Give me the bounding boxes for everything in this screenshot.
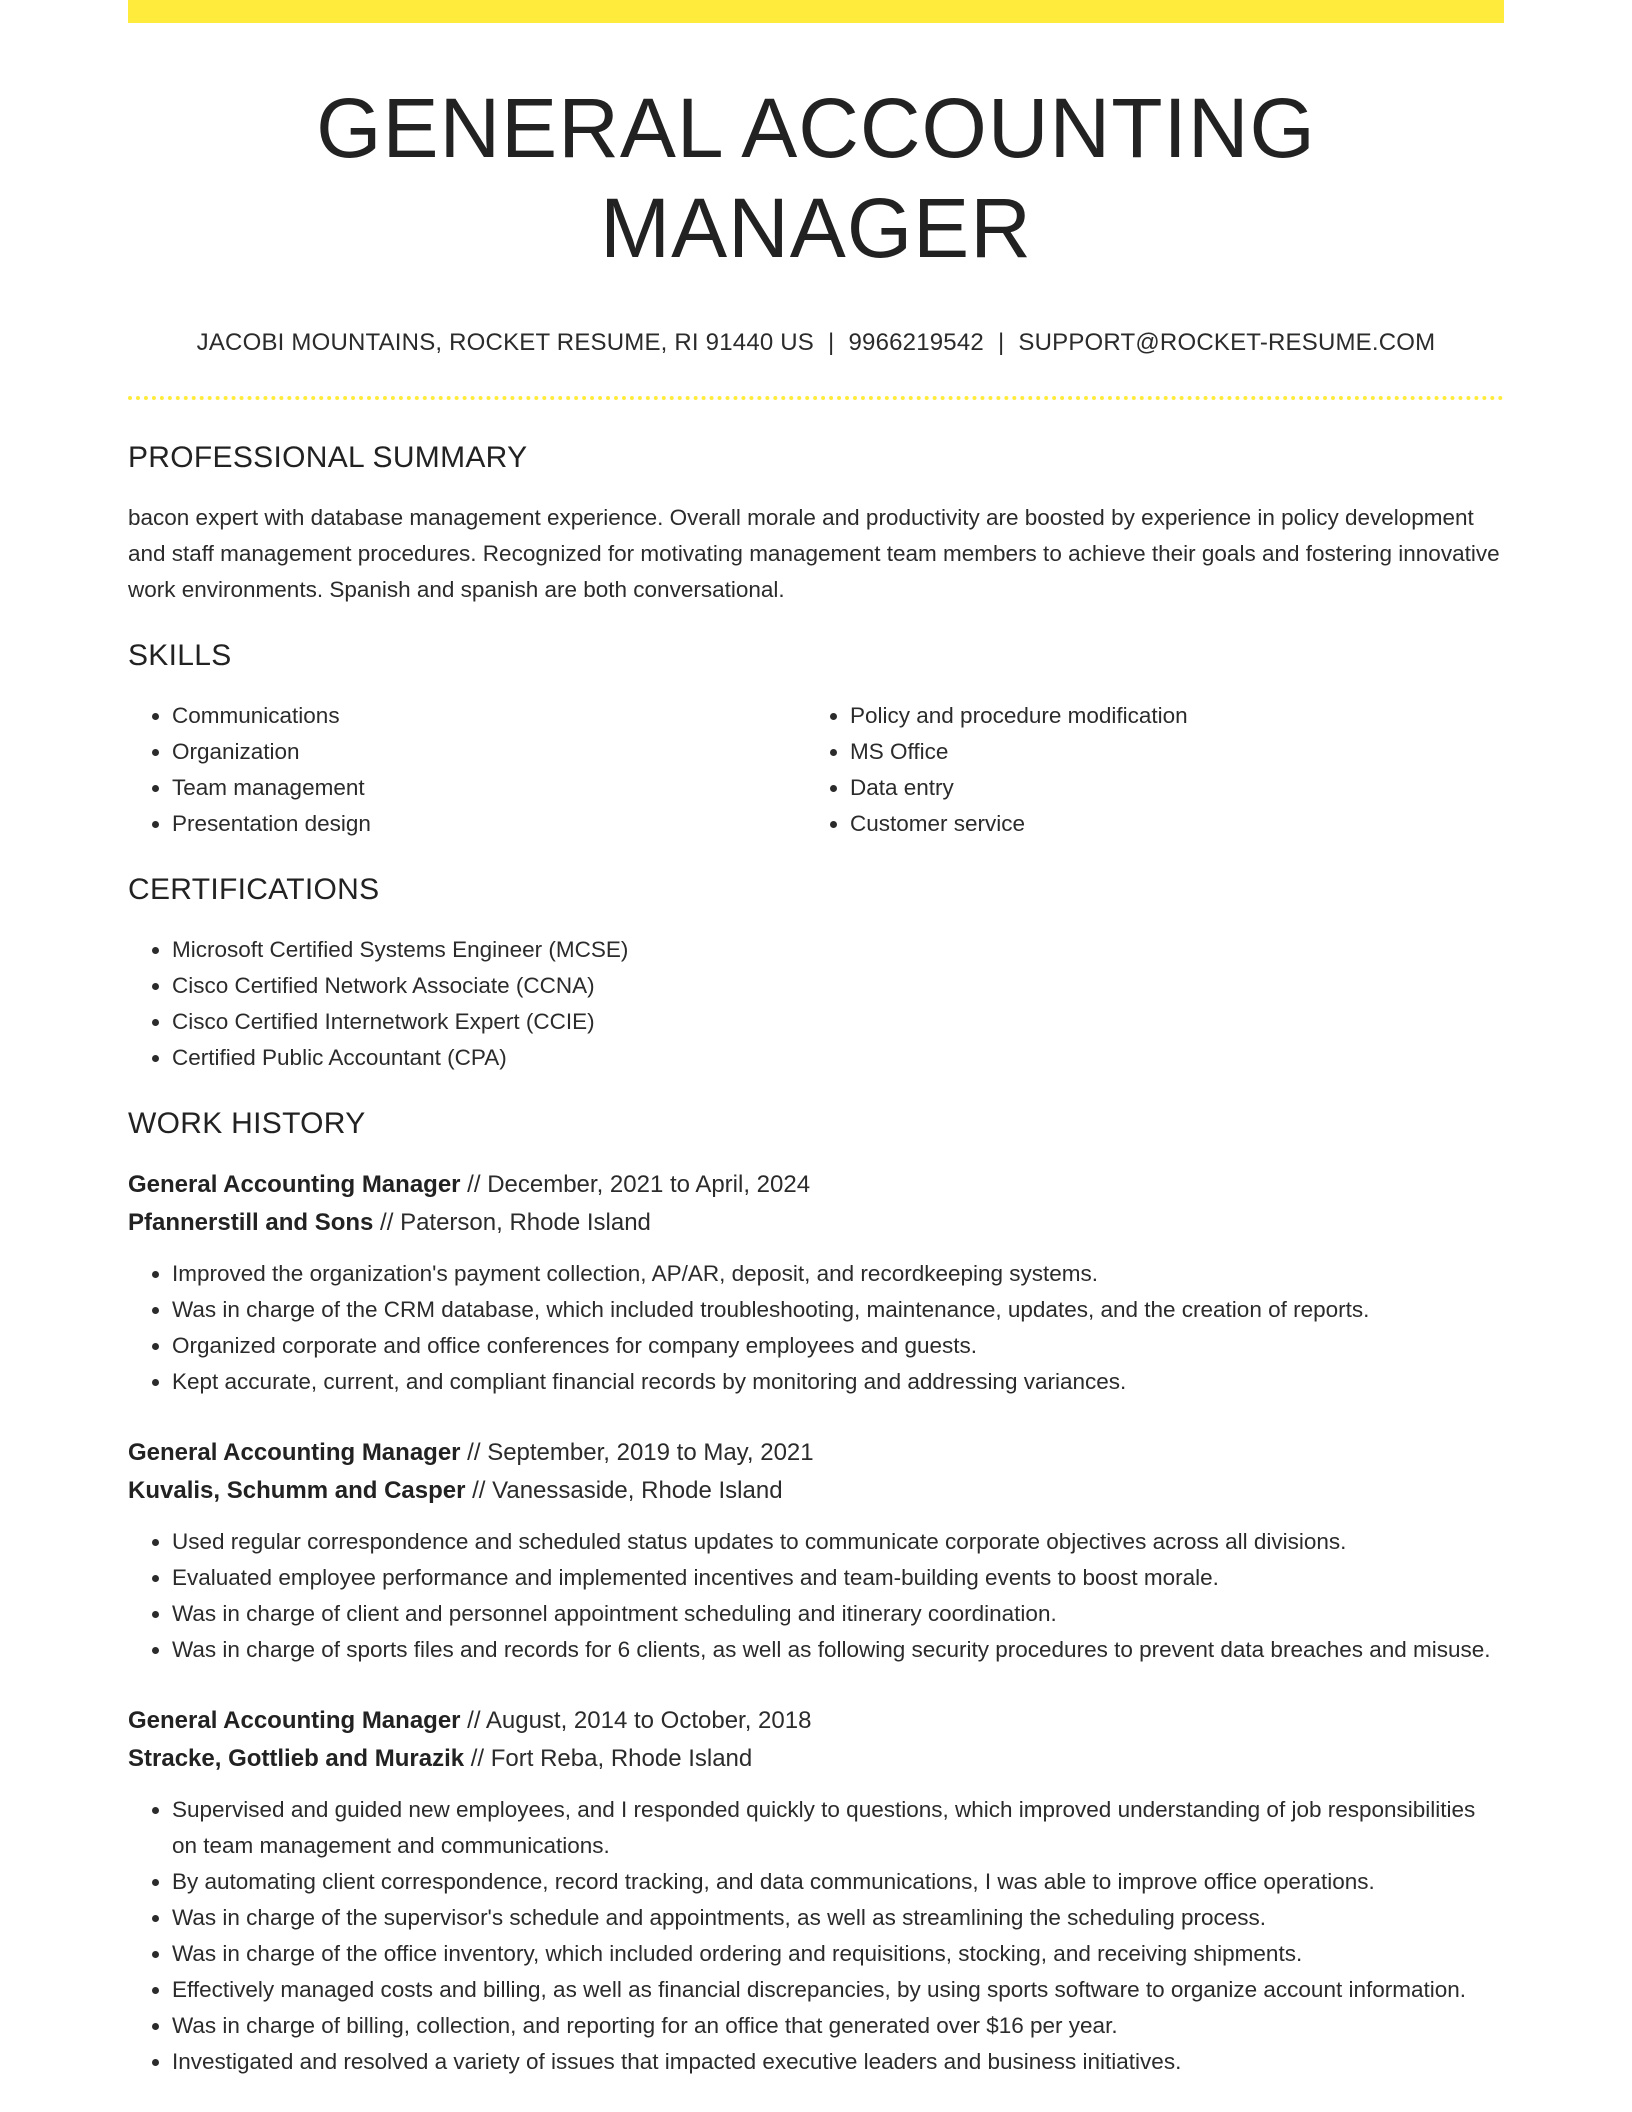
skill-item: • Communications [172,698,806,734]
job-bullet: • Was in charge of the supervisor's schedule and appointments, as well as streamlining the scheduling process. [172,1900,1504,1936]
skills-heading: SKILLS [128,639,232,672]
contact-address: JACOBI MOUNTAINS, ROCKET RESUME, RI 91440 US [196,329,815,356]
job-bullet: • Kept accurate, current, and compliant financial records by monitoring and addressing variances. [172,1364,1504,1400]
job-bullet: • By automating client correspondence, record tracking, and data communications, I was able to improve office operations. [172,1864,1504,1900]
job-location: // Fort Reba, Rhode Island [464,1745,753,1772]
resume-name-title: GENERAL ACCOUNTING MANAGER [316,81,1316,275]
contact-phone: 9966219542 [848,329,984,356]
skill-item: • Organization [172,734,806,770]
job-bullet: • Was in charge of client and personnel appointment scheduling and itinerary coordination. [172,1596,1504,1632]
certification-item: • Cisco Certified Network Associate (CCNA) [172,968,1504,1004]
certifications-heading: CERTIFICATIONS [128,873,380,906]
skill-item: • MS Office [850,734,1484,770]
job-dates: // August, 2014 to October, 2018 [460,1707,812,1734]
job-entry [128,1166,1504,1400]
summary-heading: PROFESSIONAL SUMMARY [128,441,528,474]
summary-text: bacon expert with database management experience. Overall morale and productivity are boosted by experience in policy development and staff management procedures. Recognized for motivating management team members to achieve their goals and fostering innovative work environments. Spanish and spanish are both conversational. [128,505,1500,602]
job-entry [128,1434,1504,1668]
contact-separator: | [828,329,835,356]
contact-line [128,328,1504,358]
job-company-line [128,1472,1504,1510]
skill-item: • Team management [172,770,806,806]
certification-item: • Microsoft Certified Systems Engineer (MCSE) [172,932,1504,968]
job-bullet: • Was in charge of the office inventory, which included ordering and requisitions, stocking, and receiving shipments. [172,1936,1504,1972]
skills-grid [128,698,1504,842]
job-bullet: • Was in charge of billing, collection, and reporting for an office that generated over $16 per year. [172,2008,1504,2044]
dotted-divider [128,396,1504,400]
resume-content [128,0,1504,2080]
job-company: Kuvalis, Schumm and Casper [128,1477,466,1504]
skills-list-left [128,698,806,842]
certification-item: • Certified Public Accountant (CPA) [172,1040,1504,1076]
skills-list-right [806,698,1484,842]
job-role: General Accounting Manager [128,1171,461,1198]
job-bullet: • Supervised and guided new employees, and I responded quickly to questions, which improved understanding of job responsibilities on team management and communications. [172,1792,1504,1864]
job-bullet: • Used regular correspondence and scheduled status updates to communicate corporate objectives across all divisions. [172,1524,1504,1560]
job-company-line [128,1740,1504,1778]
job-role-line [128,1166,1504,1204]
contact-separator: | [997,329,1005,356]
job-company: Stracke, Gottlieb and Murazik [128,1745,465,1772]
work-history-heading: WORK HISTORY [128,1107,366,1140]
job-role: General Accounting Manager [128,1439,461,1466]
contact-email: SUPPORT@ROCKET-RESUME.COM [1018,329,1436,356]
certifications-list [128,932,1504,1076]
job-bullet: • Improved the organization's payment collection, AP/AR, deposit, and recordkeeping systems. [172,1256,1504,1292]
job-dates: // September, 2019 to May, 2021 [460,1439,814,1466]
skill-item: • Customer service [850,806,1484,842]
job-company-line [128,1204,1504,1242]
skills-column-left [128,698,806,842]
job-role-line [128,1702,1504,1740]
job-company: Pfannerstill and Sons [128,1209,374,1236]
skill-item: • Data entry [850,770,1484,806]
job-dates: // December, 2021 to April, 2024 [460,1171,811,1198]
skills-column-right [806,698,1484,842]
job-bullets [128,1524,1504,1668]
job-bullet: • Investigated and resolved a variety of issues that impacted executive leaders and business initiatives. [172,2044,1504,2080]
certification-item: • Cisco Certified Internetwork Expert (CCIE) [172,1004,1504,1040]
job-role: General Accounting Manager [128,1707,461,1734]
job-role-line [128,1434,1504,1472]
job-bullet: • Effectively managed costs and billing, as well as financial discrepancies, by using sports software to organize account information. [172,1972,1504,2008]
job-bullets [128,1792,1504,2080]
job-bullet: • Was in charge of sports files and records for 6 clients, as well as following security procedures to prevent data breaches and misuse. [172,1632,1504,1668]
job-location: // Paterson, Rhode Island [373,1209,651,1236]
job-bullet: • Evaluated employee performance and implemented incentives and team-building events to boost morale. [172,1560,1504,1596]
job-bullets [128,1256,1504,1400]
skill-item: • Policy and procedure modification [850,698,1484,734]
job-location: // Vanessaside, Rhode Island [465,1477,783,1504]
job-bullet: • Organized corporate and office conferences for company employees and guests. [172,1328,1504,1364]
job-bullet: • Was in charge of the CRM database, which included troubleshooting, maintenance, updates, and the creation of reports. [172,1292,1504,1328]
job-entry [128,1702,1504,2080]
skill-item: • Presentation design [172,806,806,842]
